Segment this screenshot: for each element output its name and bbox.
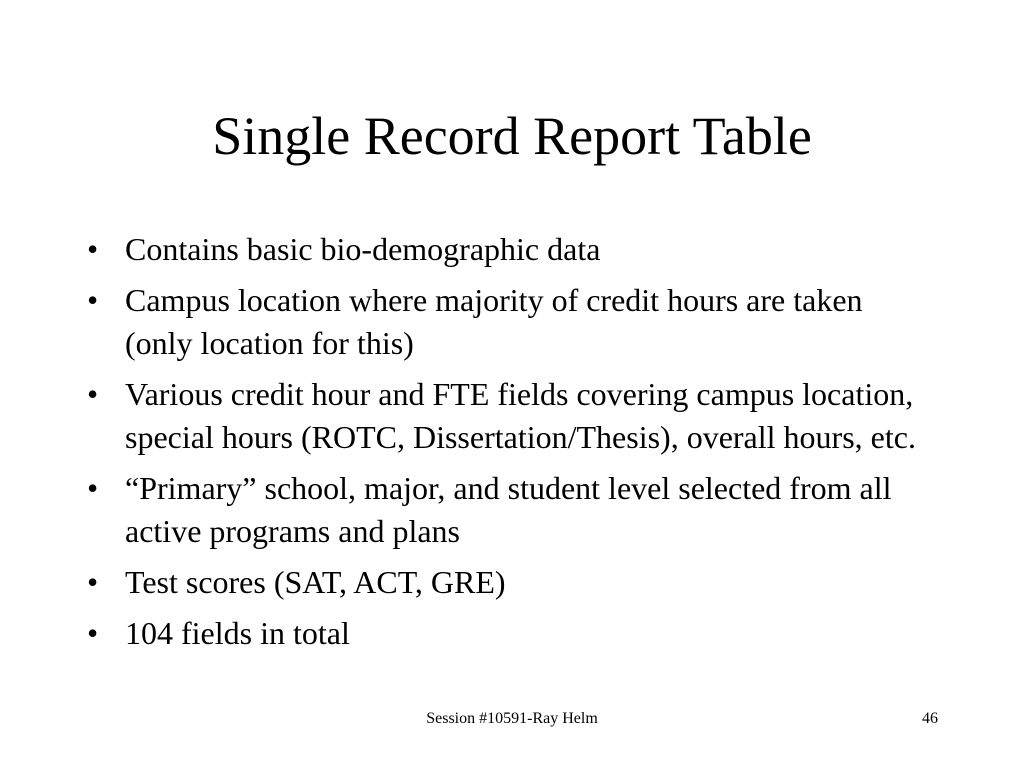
bullet-item bbox=[87, 612, 937, 655]
footer-session-label: Session #10591-Ray Helm bbox=[426, 710, 598, 727]
slide-title: Single Record Report Table bbox=[212, 106, 812, 166]
bullet-text: Test scores (SAT, ACT, GRE) bbox=[125, 564, 506, 600]
bullet-icon: • bbox=[87, 564, 99, 600]
bullet-item bbox=[87, 467, 937, 553]
bullet-icon: • bbox=[87, 282, 99, 318]
bullet-item bbox=[87, 228, 937, 271]
bullet-icon: • bbox=[87, 231, 99, 267]
bullet-icon: • bbox=[87, 615, 99, 651]
bullet-icon: • bbox=[87, 470, 99, 506]
bullet-text: 104 fields in total bbox=[125, 615, 350, 651]
bullet-text: Various credit hour and FTE fields covering campus location, special hours (ROTC, Dissertation/Thesis), overall hours, etc. bbox=[125, 376, 916, 455]
bullet-text: Contains basic bio-demographic data bbox=[125, 231, 601, 267]
bullet-icon: • bbox=[87, 376, 99, 412]
bullet-item bbox=[87, 279, 937, 365]
bullet-item bbox=[87, 373, 937, 459]
bullet-text: Campus location where majority of credit hours are taken (only location for this) bbox=[125, 282, 863, 361]
page-number: 46 bbox=[922, 710, 938, 727]
bullet-text: “Primary” school, major, and student level selected from all active programs and plans bbox=[125, 470, 892, 549]
bullet-item bbox=[87, 561, 937, 604]
bullet-list bbox=[87, 228, 937, 663]
